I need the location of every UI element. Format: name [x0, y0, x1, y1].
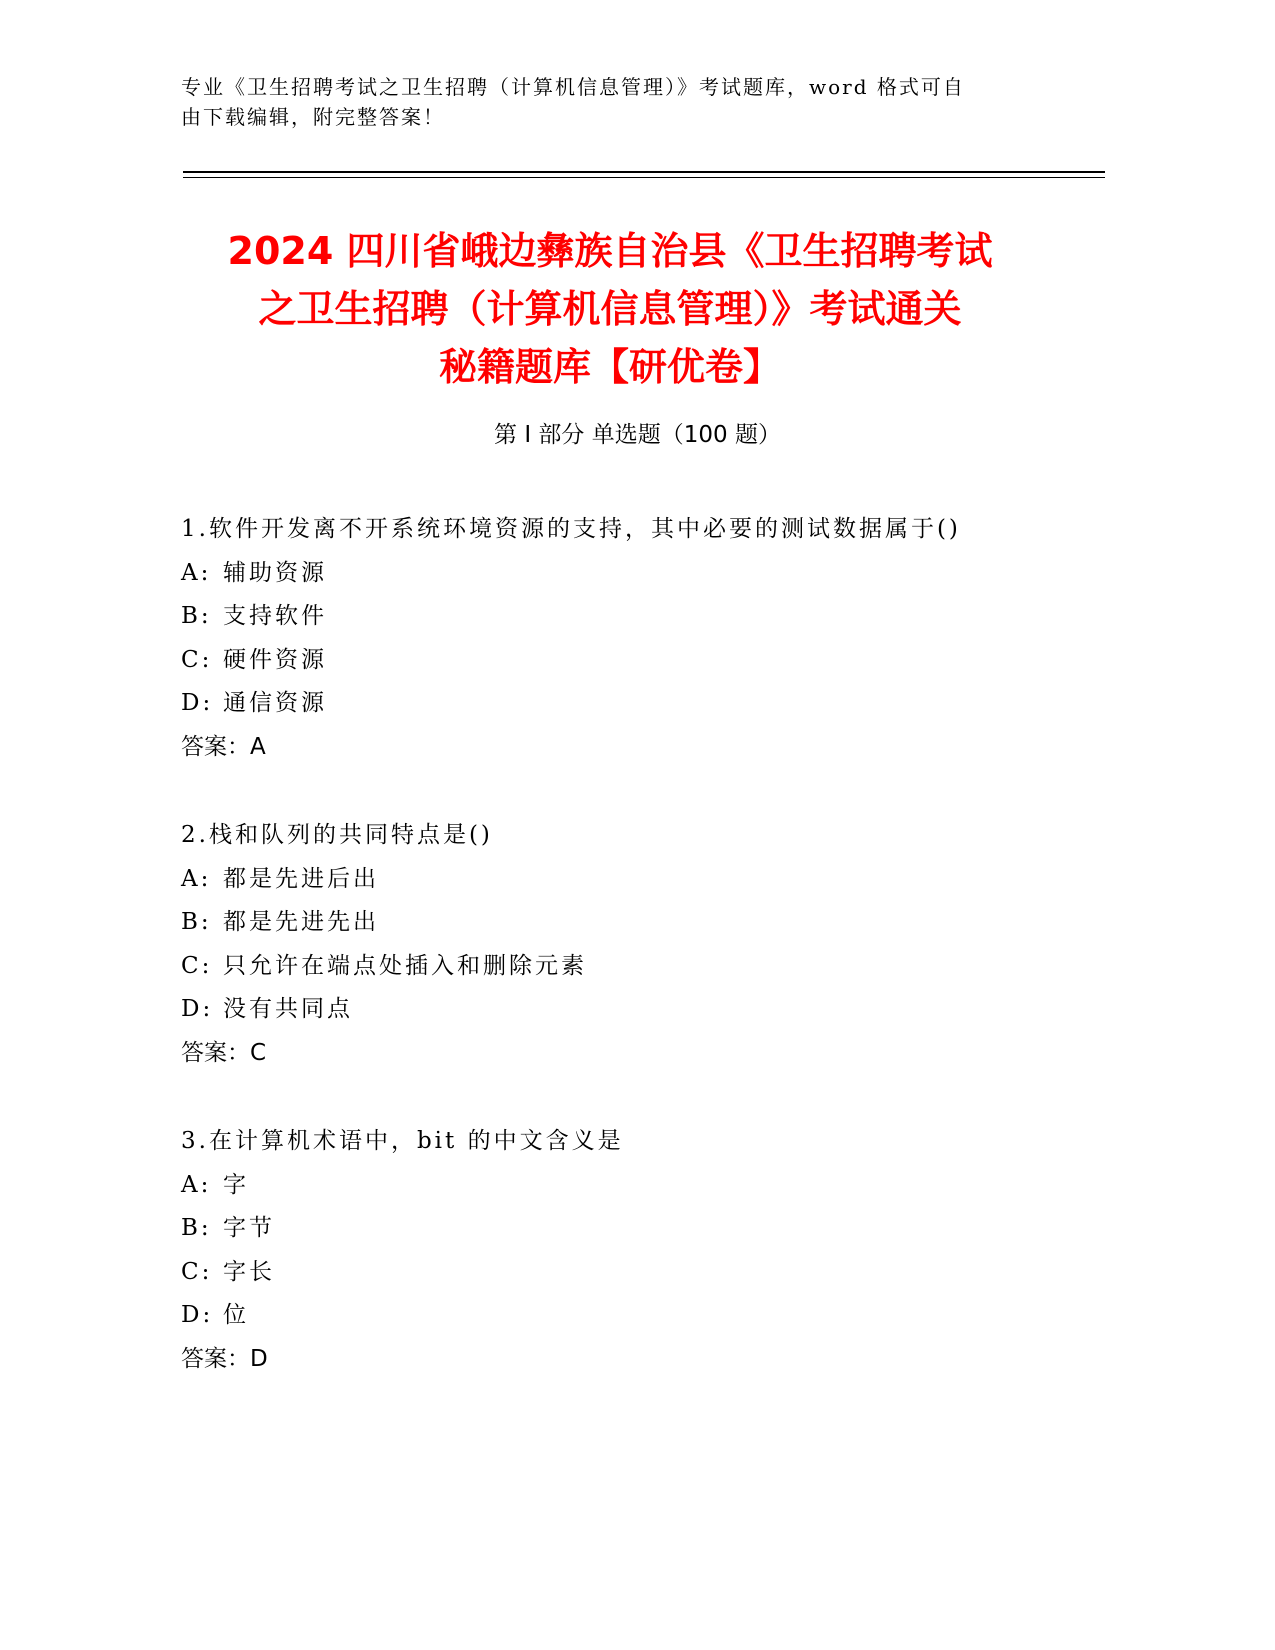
- option-b: [181, 1207, 1081, 1251]
- option-text: 都是先进先出: [223, 909, 379, 935]
- option-text: 没有共同点: [223, 996, 353, 1022]
- option-text: 字节: [223, 1215, 275, 1241]
- option-text: 都是先进后出: [223, 865, 379, 892]
- option-d: [181, 1294, 1081, 1338]
- section-heading: 第 I 部分 单选题（100 题）: [494, 422, 781, 448]
- option-key: C:: [181, 1258, 213, 1285]
- option-key: A:: [181, 1171, 212, 1198]
- title-line-2: 之卫生招聘（计算机信息管理）》考试通关: [258, 287, 962, 331]
- option-text: 字: [223, 1171, 249, 1198]
- option-text: 只允许在端点处插入和删除元素: [223, 952, 587, 979]
- option-key: D:: [181, 1302, 214, 1328]
- question-list: [181, 508, 1081, 1426]
- option-a: [181, 1164, 1081, 1208]
- question-1: [181, 508, 1081, 769]
- option-d: [181, 682, 1081, 726]
- option-c: [181, 1251, 1081, 1295]
- option-key: B:: [181, 909, 212, 935]
- answer: 答案：A: [181, 733, 266, 760]
- option-text: 位: [223, 1302, 249, 1328]
- option-text: 通信资源: [223, 690, 327, 716]
- header-note: [181, 72, 1031, 132]
- option-text: 硬件资源: [223, 646, 327, 673]
- option-c: [181, 639, 1081, 683]
- option-text: 辅助资源: [223, 559, 327, 586]
- option-key: D:: [181, 690, 214, 716]
- option-key: A:: [181, 865, 212, 892]
- option-key: C:: [181, 646, 213, 673]
- header-divider-thick: [183, 171, 1105, 173]
- option-text: 字长: [223, 1258, 275, 1285]
- question-stem: 1.软件开发离不开系统环境资源的支持，其中必要的测试数据属于(): [181, 516, 961, 542]
- answer: 答案：D: [181, 1345, 268, 1372]
- option-key: A:: [181, 559, 212, 586]
- question-stem: 3.在计算机术语中，bit 的中文含义是: [181, 1128, 624, 1154]
- option-key: C:: [181, 952, 213, 979]
- title-line-3: 秘籍题库【研优卷】: [438, 345, 781, 389]
- header-note-line-2: 由下载编辑，附完整答案！: [181, 105, 445, 129]
- question-3: [181, 1120, 1081, 1381]
- option-key: B:: [181, 1215, 212, 1241]
- question-2: [181, 814, 1081, 1075]
- option-key: B:: [181, 603, 212, 629]
- title-line-1: 2024 四川省峨边彝族自治县《卫生招聘考试: [227, 229, 993, 273]
- option-b: [181, 901, 1081, 945]
- option-c: [181, 945, 1081, 989]
- header-note-line-1: 专业《卫生招聘考试之卫生招聘（计算机信息管理）》考试题库，word 格式可自: [181, 75, 965, 99]
- question-stem: 2.栈和队列的共同特点是(): [181, 822, 493, 848]
- option-a: [181, 858, 1081, 902]
- header-divider-thin: [183, 177, 1105, 178]
- option-d: [181, 988, 1081, 1032]
- option-b: [181, 595, 1081, 639]
- answer: 答案：C: [181, 1039, 267, 1066]
- document-title: [150, 222, 1070, 396]
- option-text: 支持软件: [223, 603, 327, 629]
- option-key: D:: [181, 996, 214, 1022]
- option-a: [181, 552, 1081, 596]
